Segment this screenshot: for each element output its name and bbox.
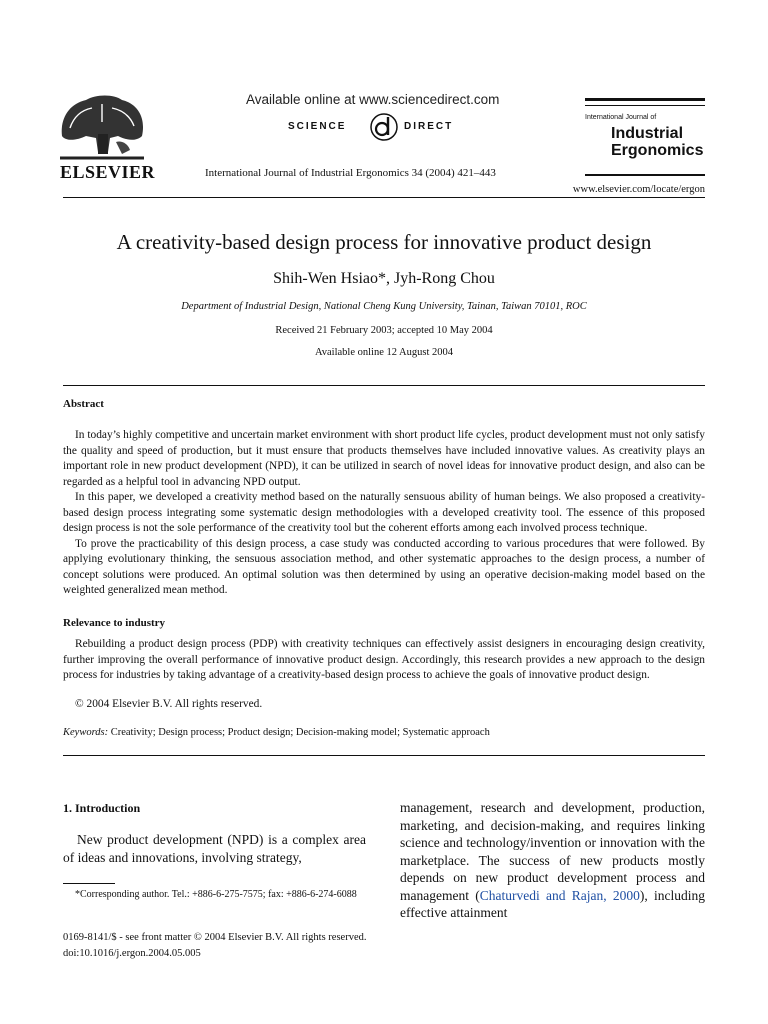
- sciencedirect-direct-word: DIRECT: [404, 121, 454, 132]
- body-text: ), including effective attainment: [400, 887, 706, 920]
- header-divider: [63, 197, 705, 198]
- citation-link[interactable]: Chaturvedi and Rajan, 2000: [479, 887, 640, 903]
- abstract-paragraph: In today’s highly competitive and uncertain market environment with short product life cycles, product development must not only satisfy the quality and speed of production, but it must ensure that products themselves have included innovative values. As creativity plays an important role in new product development (NPD), it can be utilized in search of novel ideas for innovative product design, and also can be regarded as a helpful tool in advancing NPD output.: [63, 429, 705, 488]
- doi-link[interactable]: doi:10.1016/j.ergon.2004.05.005: [63, 947, 201, 959]
- copyright-notice: © 2004 Elsevier B.V. All rights reserved.: [75, 698, 263, 710]
- available-online-date: Available online 12 August 2004: [314, 347, 454, 358]
- footnote-divider: [63, 883, 115, 884]
- journal-logo-title-line1: Industrial: [611, 125, 684, 142]
- right-column-text: [400, 799, 705, 922]
- author-affiliation: Department of Industrial Design, National Cheng Kung University, Tainan, Taiwan 70101, ROC: [181, 301, 587, 312]
- relevance-heading: Relevance to industry: [63, 617, 166, 629]
- footnote-text: Corresponding author. Tel.: +886-6-275-7575; fax: +886-6-274-6088: [80, 889, 357, 900]
- elsevier-wordmark: ELSEVIER: [60, 162, 156, 182]
- journal-logo-small-text: International Journal of: [585, 114, 657, 121]
- body-paragraph: New product development (NPD) is a complex area of ideas and innovations, involving strategy,: [63, 832, 366, 865]
- front-matter: [63, 930, 366, 961]
- abstract-body: [63, 428, 705, 599]
- received-dates: Received 21 February 2003; accepted 10 May 2004: [275, 325, 493, 336]
- journal-logo: [585, 98, 705, 178]
- abstract-paragraph: To prove the practicability of this design process, a case study was conducted according to various procedures that were followed. By applying evolutionary thinking, the sensuous association method, and other systematic approaches to the design process, a number of concept solutions were produced. An optimal solution was then determined by using an operative decision-making model based on the weighted generalized mean method.: [63, 537, 705, 596]
- elsevier-logo: [56, 92, 156, 184]
- journal-logo-bar: [585, 174, 705, 176]
- abstract-paragraph: In this paper, we developed a creativity method based on the naturally sensuous ability of human beings. We also proposed a creativity-based design process integrating some systematic design methodologies with a developed creativity tool. The essence of this proposed design process is not the sole performance of the creativity tool but the coherent efforts among each involved process technique.: [63, 491, 705, 534]
- journal-citation: International Journal of Industrial Ergonomics 34 (2004) 421–443: [205, 167, 496, 179]
- keywords-text: Creativity; Design process; Product design; Decision-making model; Systematic approach: [110, 727, 490, 738]
- journal-logo-bar: [585, 98, 705, 101]
- keywords-label: Keywords:: [63, 727, 109, 738]
- sciencedirect-logo: [288, 112, 478, 142]
- abstract-bottom-divider: [63, 755, 705, 756]
- paper-title: A creativity-based design process for innovative product design: [116, 230, 652, 254]
- body-paragraph: [400, 799, 705, 922]
- elsevier-tree-emblem: [56, 92, 148, 162]
- journal-logo-bar: [585, 105, 705, 106]
- left-column-text: [63, 831, 366, 867]
- relevance-paragraph: Rebuilding a product design process (PDP) with creativity techniques can effectively assist designers in encouraging design creativity, further improving the overall performance of innovative product design. Accordingly, this research provides a new approach to the design process for industries by taking advantage of a creativity-based design process to achieve the goals of innovative product design.: [63, 638, 705, 681]
- keywords: [63, 727, 490, 738]
- body-text: management, research and development, production, marketing, and decision-making, and requires linking science and technology/invention or innovation with the marketplace. The success of new products mostly depends on new product development process and management (: [400, 800, 705, 903]
- available-online-line: Available online at www.sciencedirect.com: [246, 92, 500, 107]
- author-list: Shih-Wen Hsiao*, Jyh-Rong Chou: [273, 270, 495, 287]
- sciencedirect-science-word: SCIENCE: [288, 121, 347, 132]
- abstract-top-divider: [63, 385, 705, 386]
- abstract-heading: Abstract: [63, 398, 104, 410]
- section-heading-introduction: 1. Introduction: [63, 801, 141, 815]
- issn-line: 0169-8141/$ - see front matter © 2004 Elsevier B.V. All rights reserved.: [63, 932, 367, 943]
- journal-logo-title-line2: Ergonomics: [611, 142, 704, 159]
- footnote-marker: *: [75, 889, 80, 900]
- sciencedirect-d-icon: [369, 112, 399, 142]
- relevance-body: [63, 637, 705, 684]
- corresponding-author-footnote: [63, 887, 366, 902]
- journal-url-link[interactable]: www.elsevier.com/locate/ergon: [572, 184, 705, 195]
